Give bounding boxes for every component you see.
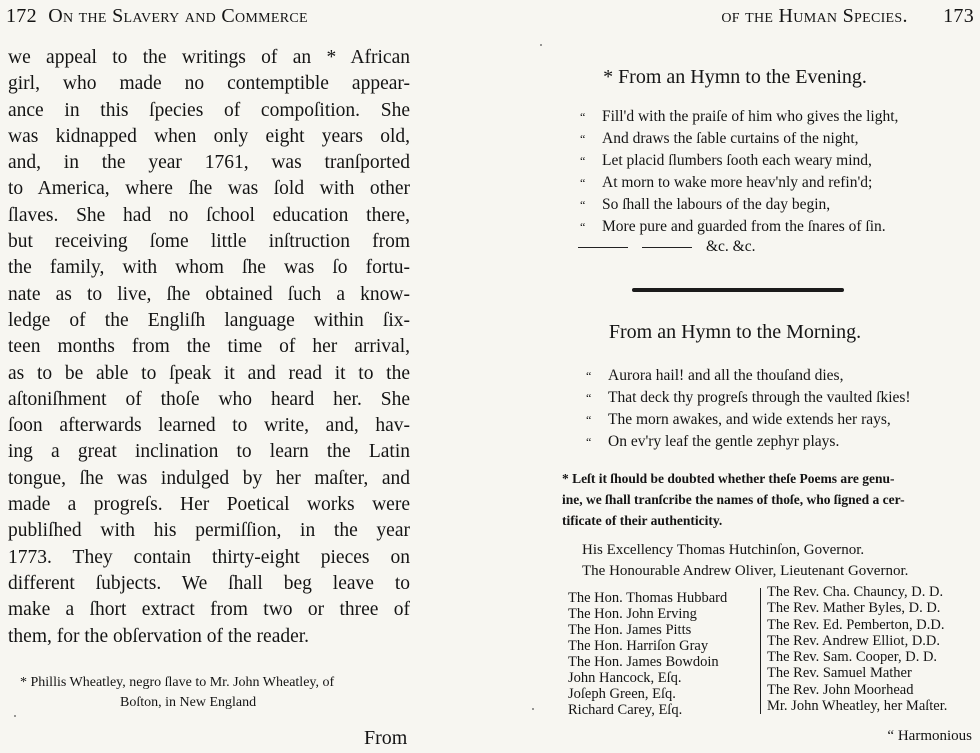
morning-hymn-verses <box>586 365 976 453</box>
signatories-right-column <box>767 584 947 714</box>
body-line: tongue, ſhe was indulged by her maſter, and <box>8 467 410 489</box>
body-line: 1773. They contain thirty-eight pieces on <box>8 546 410 568</box>
quote-mark: “ <box>580 176 586 190</box>
verse-line <box>580 150 970 172</box>
body-line: nate as to live, ſhe obtained ſuch a know- <box>8 283 410 305</box>
signatory-name: The Rev. John Moorhead <box>767 681 914 698</box>
body-line: aſtoniſhment of thoſe who heard her. She <box>8 388 410 410</box>
verse-line <box>580 194 970 216</box>
verse-text: More pure and guarded from the ſnares of ſin. <box>602 218 886 235</box>
quote-mark: “ <box>580 220 586 234</box>
paper-speck <box>540 44 542 46</box>
paper-speck <box>14 715 16 717</box>
right-footnote-line: * Leſt it ſhould be doubted whether theſe Poems are genu- <box>562 471 895 486</box>
section-divider-rule <box>632 288 844 292</box>
signatory-name: The Rev. Cha. Chauncy, D. D. <box>767 584 944 600</box>
quote-mark: “ <box>586 435 592 449</box>
quote-mark: “ <box>580 198 586 212</box>
body-line: teen months from the time of her arrival, <box>8 336 410 358</box>
verse-line <box>580 216 970 238</box>
body-line: different ſubjects. We ſhall beg leave to <box>8 572 410 594</box>
official-name: The Honourable Andrew Oliver, Lieutenant Governor. <box>582 563 909 579</box>
verse-line <box>586 409 976 431</box>
evening-hymn-verses <box>580 106 970 238</box>
elision-dash <box>642 247 692 248</box>
body-line: ſoon afterwards learned to write, and, hav- <box>8 415 410 437</box>
body-line: but receiving ſome little inſtruction from <box>8 231 410 253</box>
verse-text: On ev'ry leaf the gentle zephyr plays. <box>608 433 840 450</box>
left-footnote-line: Boſton, in New England <box>120 695 257 710</box>
left-footnote-line: * Phillis Wheatley, negro ſlave to Mr. John Wheatley, of <box>20 675 335 690</box>
body-line: to America, where ſhe was ſold with other <box>8 178 410 200</box>
verse-line <box>580 128 970 150</box>
signatory-name: The Rev. Sam. Cooper, D. D. <box>767 649 938 666</box>
left-catchword: From <box>364 727 408 749</box>
right-catchword: “ Harmonious <box>887 728 972 744</box>
right-page-number: 173 <box>943 5 974 27</box>
signatory-name: Richard Carey, Eſq. <box>568 702 683 718</box>
right-footnote-line: ine, we ſhall tranſcribe the names of thoſe, who ſigned a cer- <box>562 492 905 507</box>
evening-etc-line <box>578 238 756 256</box>
left-page <box>0 0 470 753</box>
left-running-header <box>6 5 308 28</box>
body-line: them, for the obſervation of the reader. <box>8 625 310 647</box>
quote-mark: “ <box>586 391 592 405</box>
signatory-name: The Hon. James Bowdoin <box>568 654 719 670</box>
left-running-head-title: On the Slavery and Commerce <box>48 5 308 27</box>
right-footnote <box>562 468 974 531</box>
verse-line <box>586 387 976 409</box>
elision-dash <box>578 247 628 248</box>
quote-mark: “ <box>586 413 592 427</box>
body-line: ſlaves. She had no ſchool education there, <box>8 204 410 226</box>
verse-text: So ſhall the labours of the day begin, <box>602 196 831 213</box>
signatory-name: John Hancock, Eſq. <box>568 670 682 686</box>
signatory-name: The Hon. Harriſon Gray <box>568 638 709 654</box>
body-line: ledge of the Engliſh language within ſix- <box>8 309 410 331</box>
verse-line <box>580 106 970 128</box>
signatories-column-divider <box>760 588 761 714</box>
right-running-header <box>721 5 974 28</box>
body-line: made a progreſs. Her Poetical works were <box>8 494 410 516</box>
body-line: ing a great inclination to learn the Latin <box>8 441 410 463</box>
signatory-name: The Hon. Thomas Hubbard <box>568 590 728 606</box>
body-line: make a ſhort extract from two or three of <box>8 599 410 621</box>
signatory-name: The Rev. Samuel Mather <box>767 665 912 682</box>
signatory-name: The Rev. Mather Byles, D. D. <box>767 600 941 617</box>
signatory-name: The Rev. Andrew Elliot, D.D. <box>767 632 941 649</box>
evening-hymn-title: * From an Hymn to the Evening. <box>603 66 867 88</box>
morning-hymn-title: From an Hymn to the Morning. <box>608 321 862 343</box>
body-line: girl, who made no contemptible appear- <box>8 73 410 95</box>
quote-mark: “ <box>580 132 586 146</box>
signatory-name: The Hon. John Erving <box>568 606 697 622</box>
right-footnote-line: tificate of their authenticity. <box>562 513 723 528</box>
right-page <box>490 0 980 753</box>
signatory-name: The Rev. Ed. Pemberton, D.D. <box>767 616 945 633</box>
quote-mark: “ <box>586 369 592 383</box>
verse-line <box>586 365 976 387</box>
body-line: ance in this ſpecies of compoſition. She <box>8 99 410 121</box>
verse-text: And draws the ſable curtains of the night, <box>602 130 859 147</box>
signatory-name: The Hon. James Pitts <box>568 622 692 638</box>
body-line: and, in the year 1761, was tranſported <box>8 152 410 174</box>
officials-list <box>582 540 908 582</box>
signatory-name: Joſeph Green, Eſq. <box>568 686 676 702</box>
verse-text: That deck thy progreſs through the vaulted ſkies! <box>608 389 911 406</box>
left-body-text <box>8 45 410 650</box>
body-line: we appeal to the writings of an * African <box>8 47 410 68</box>
verse-line <box>580 172 970 194</box>
paper-speck <box>532 708 534 710</box>
body-line: as to be able to ſpeak it and read it to the <box>8 362 410 384</box>
body-line: the family, with whom ſhe was ſo fortu- <box>8 257 410 279</box>
left-footnote <box>20 673 420 713</box>
official-name: His Excellency Thomas Hutchinſon, Governor. <box>582 542 865 558</box>
verse-text: Fill'd with the praiſe of him who gives the light, <box>602 108 899 125</box>
verse-line <box>586 431 976 453</box>
quote-mark: “ <box>580 154 586 168</box>
signatories-left-column <box>568 590 727 718</box>
left-page-number: 172 <box>6 5 37 27</box>
body-line: publiſhed with his permiſſion, in the year <box>8 520 410 542</box>
etc-text: &c. &c. <box>706 238 756 255</box>
signatory-name: Mr. John Wheatley, her Maſter. <box>767 698 948 715</box>
verse-text: Aurora hail! and all the thouſand dies, <box>608 367 844 384</box>
verse-text: The morn awakes, and wide extends her rays, <box>608 411 891 428</box>
verse-text: At morn to wake more heav'nly and refin'd; <box>602 174 873 191</box>
quote-mark: “ <box>580 110 586 124</box>
right-running-head-title: of the Human Species. <box>721 5 908 27</box>
verse-text: Let placid ſlumbers ſooth each weary mind, <box>602 152 872 169</box>
body-line: was kidnapped when only eight years old, <box>8 125 410 147</box>
